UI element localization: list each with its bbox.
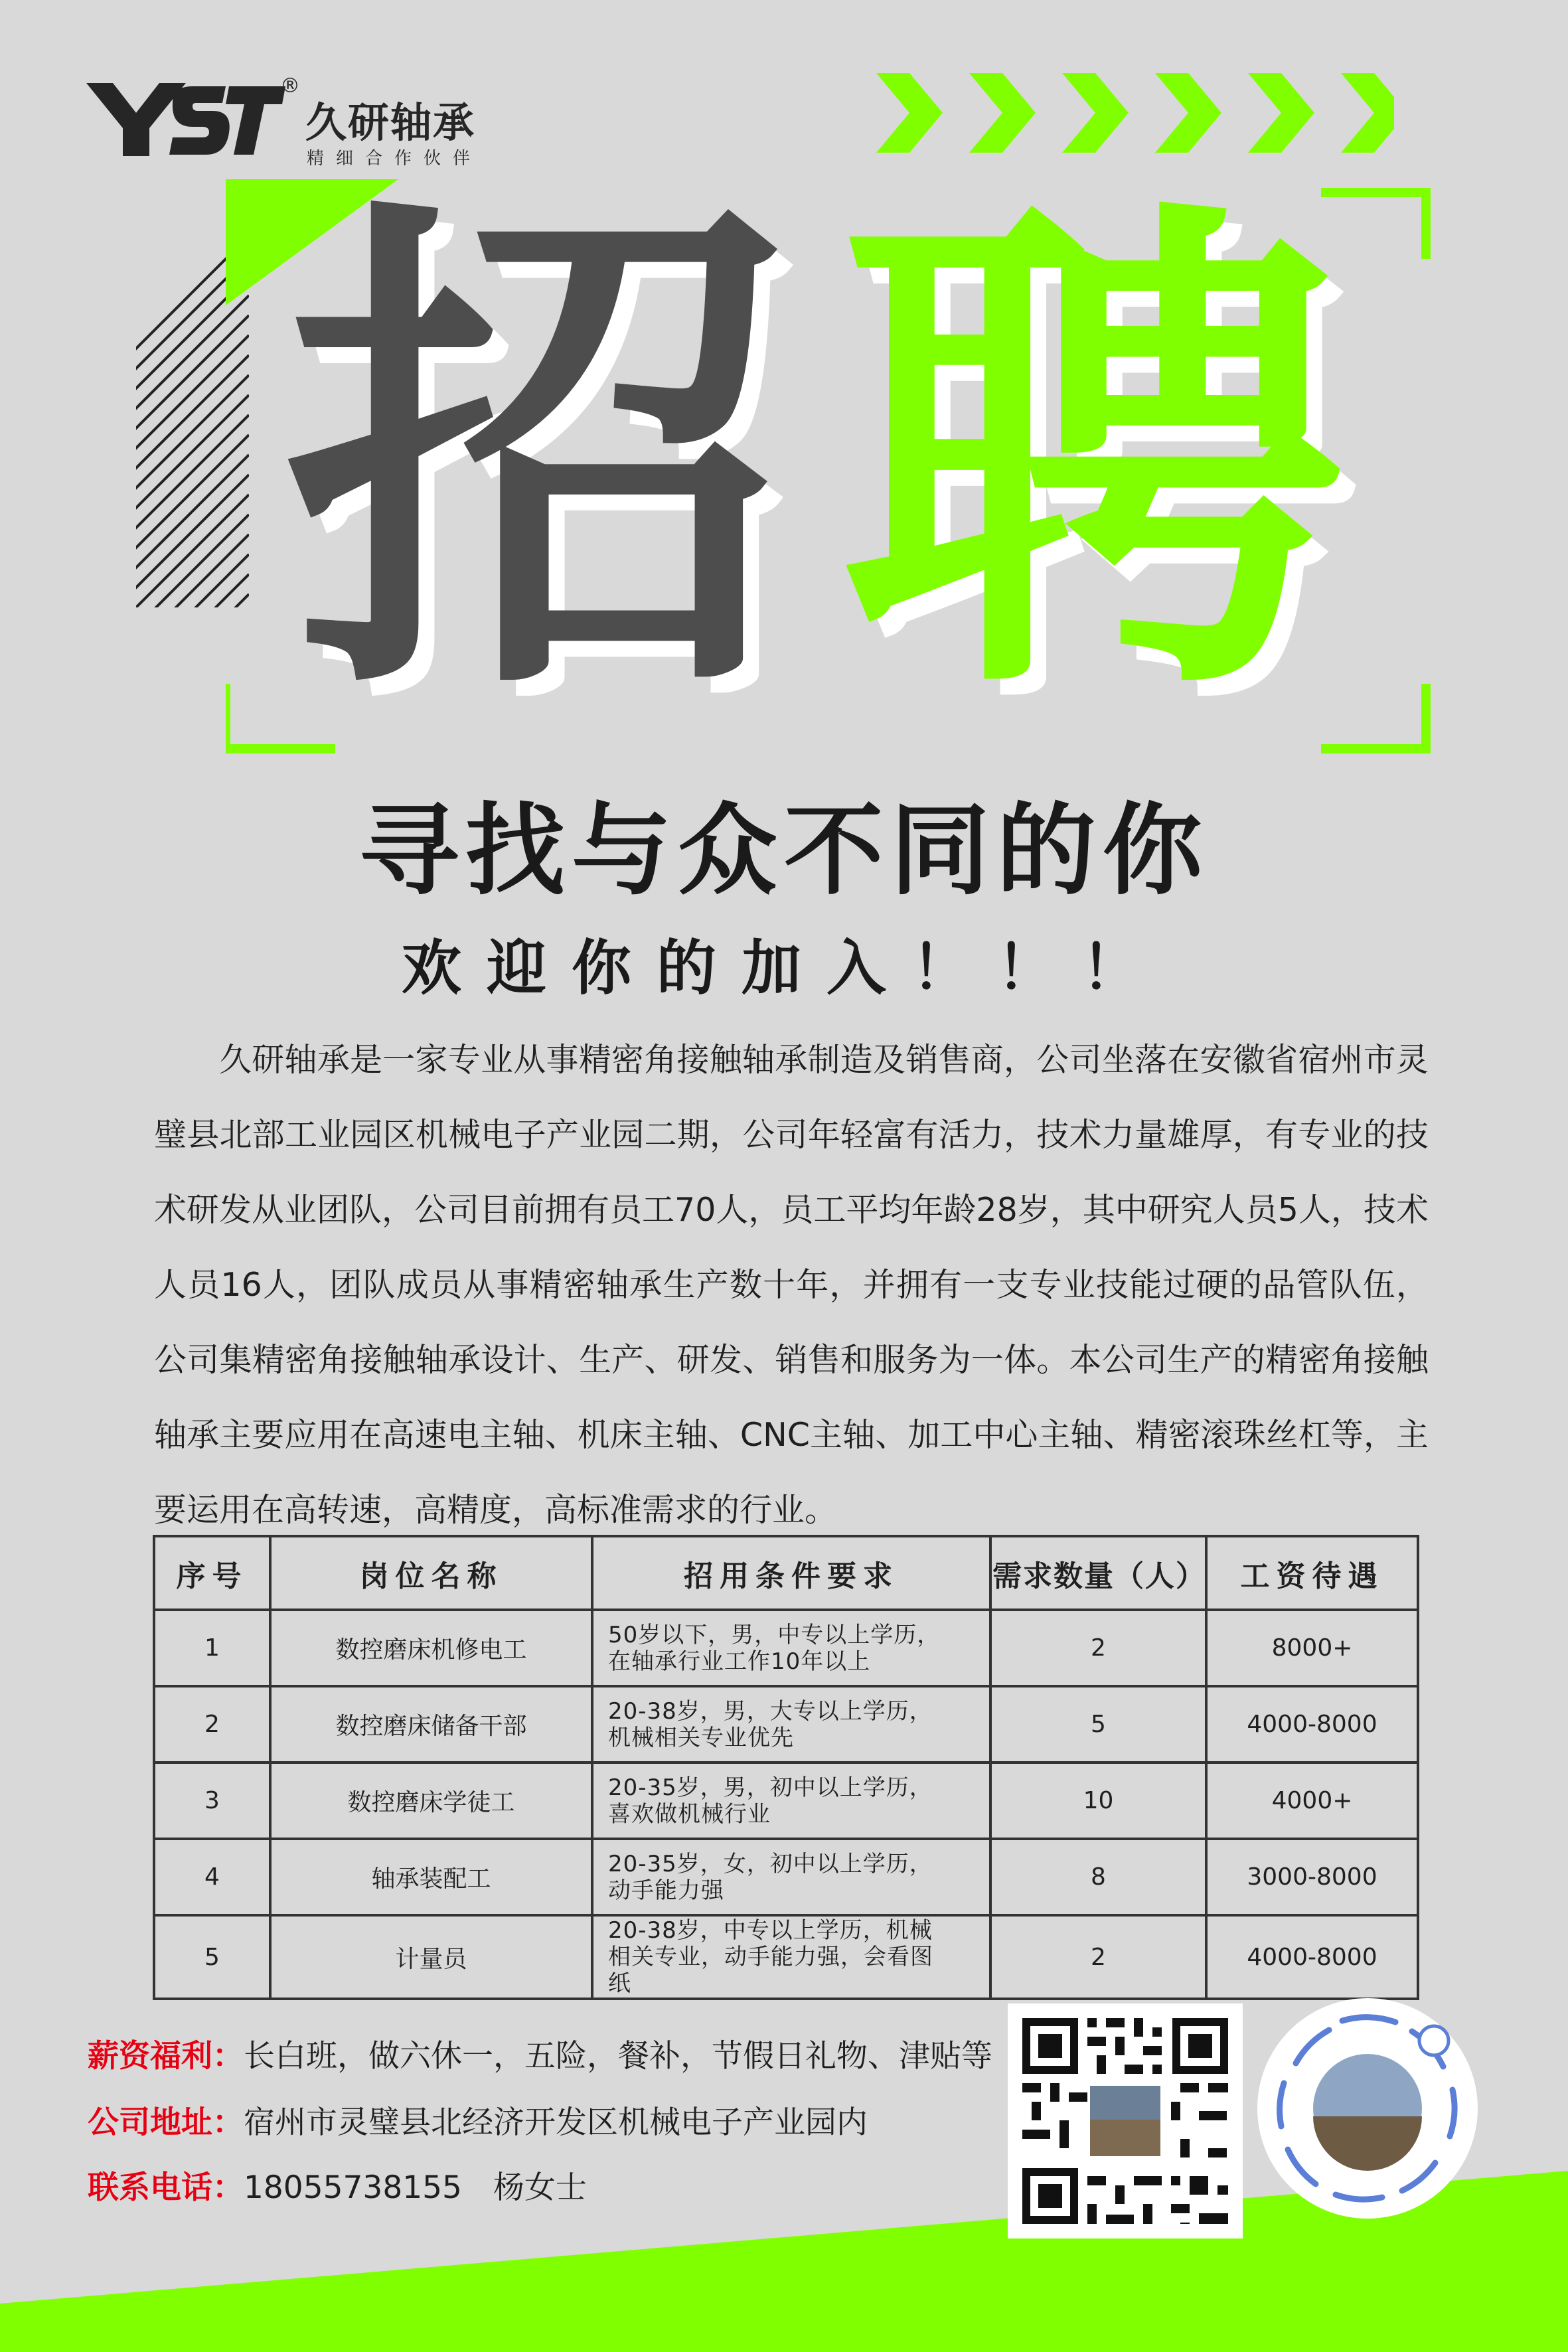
chevron-arrows-decoration [863,66,1394,159]
req-line: 喜欢做机械行业 [608,1800,771,1828]
yst-logo-mark [86,83,285,156]
registered-mark: ® [280,74,300,98]
row-requirements [592,1763,990,1839]
company-logo [86,73,524,179]
address-row [88,2098,868,2142]
row-no: 1 [154,1610,270,1686]
row-position: 轴承装配工 [270,1839,592,1915]
company-intro: 久研轴承是一家专业从事精密角接触轴承制造及销售商，公司坐落在安徽省宿州市灵璧县北部工业园区机械电子产业园二期，公司年轻富有活力，技术力量雄厚，有专业的技术研发从业团队，公司目前拥有员工70人，员工平均年龄28岁，其中研究人员5人，技术人员16人，团队成员从事精密轴承生产数十年，并拥有一支专业技能过硬的品管队伍，公司集精密角接触轴承设计、生产、研发、销售和服务为一体。本公司生产的精密角接触轴承主要应用在高速电主轴、机床主轴、CNC主轴、加工中心主轴、精密滚珠丝杠等，主要运用在高转速，高精度，高标准需求的行业。 [154,1041,1429,1529]
table-header-row [154,1536,1418,1610]
benefits-label: 薪资福利： [88,2038,244,2075]
row-requirements [592,1839,990,1915]
address-value: 宿州市灵璧县北经济开发区机械电子产业园内 [244,2104,868,2141]
company-name: 久研轴承 [305,98,476,147]
row-salary: 4000-8000 [1206,1686,1418,1763]
req-line: 20-38岁，中专以上学历，机械 [608,1917,933,1944]
table-row [154,1839,1418,1915]
chevron-group [876,73,1394,153]
row-salary: 4000+ [1206,1763,1418,1839]
header-salary: 工资待遇 [1206,1536,1418,1610]
row-requirements [592,1686,990,1763]
phone-value: 18055738155 杨女士 [244,2169,587,2206]
qr-code-graphic [1008,2003,1243,2238]
header-no: 序号 [154,1536,270,1610]
phone-row [88,2163,587,2207]
req-line: 50岁以下，男，中专以上学历， [608,1621,941,1648]
headline-char-pin: 聘 [840,165,1344,751]
req-line: 动手能力强 [608,1877,724,1904]
qr-code[interactable] [1008,2003,1243,2238]
row-count: 5 [990,1686,1206,1763]
row-position: 数控磨床学徒工 [270,1763,592,1839]
row-no: 4 [154,1839,270,1915]
req-line: 机械相关专业优先 [608,1724,794,1751]
phone-label: 联系电话： [88,2169,244,2206]
company-slogan: 精细合作伙伴 [307,149,483,169]
table-row [154,1610,1418,1686]
address-label: 公司地址： [88,2104,244,2141]
row-position: 数控磨床储备干部 [270,1686,592,1763]
table-row [154,1763,1418,1839]
header-position: 岗位名称 [270,1536,592,1610]
header-count: 需求数量（人） [990,1536,1206,1610]
req-line: 20-38岁，男，大专以上学历， [608,1697,933,1725]
welcome-text: 欢迎你的加入！！！ [402,933,1166,1003]
headline-char-zhao: 招 [285,165,790,751]
mini-program-code[interactable] [1256,1997,1479,2220]
header-requirements: 招用条件要求 [592,1536,990,1610]
row-position: 计量员 [270,1915,592,1999]
row-count: 10 [990,1763,1206,1839]
row-requirements [592,1915,990,1999]
mini-program-graphic [1256,1997,1479,2220]
row-salary: 4000-8000 [1206,1915,1418,1999]
req-line: 20-35岁，女，初中以上学历， [608,1850,933,1877]
row-position: 数控磨床机修电工 [270,1610,592,1686]
job-table [153,1535,1419,2000]
tiktok-icon [1419,2026,1449,2055]
tagline: 寻找与众不同的你 [358,793,1209,909]
req-line: 纸 [608,1970,631,1997]
row-salary: 8000+ [1206,1610,1418,1686]
row-no: 5 [154,1915,270,1999]
row-salary: 3000-8000 [1206,1839,1418,1915]
table-row [154,1686,1418,1763]
row-count: 8 [990,1839,1206,1915]
req-line: 相关专业，动手能力强，会看图 [608,1944,933,1970]
req-line: 在轴承行业工作10年以上 [608,1648,871,1675]
benefits-row [88,2031,992,2076]
benefits-value: 长白班，做六休一，五险，餐补，节假日礼物、津贴等 [244,2038,992,2075]
row-count: 2 [990,1915,1206,1999]
row-no: 2 [154,1686,270,1763]
row-no: 3 [154,1763,270,1839]
row-count: 2 [990,1610,1206,1686]
req-line: 20-35岁，男，初中以上学历， [608,1774,933,1801]
table-row [154,1915,1418,1999]
row-requirements [592,1610,990,1686]
